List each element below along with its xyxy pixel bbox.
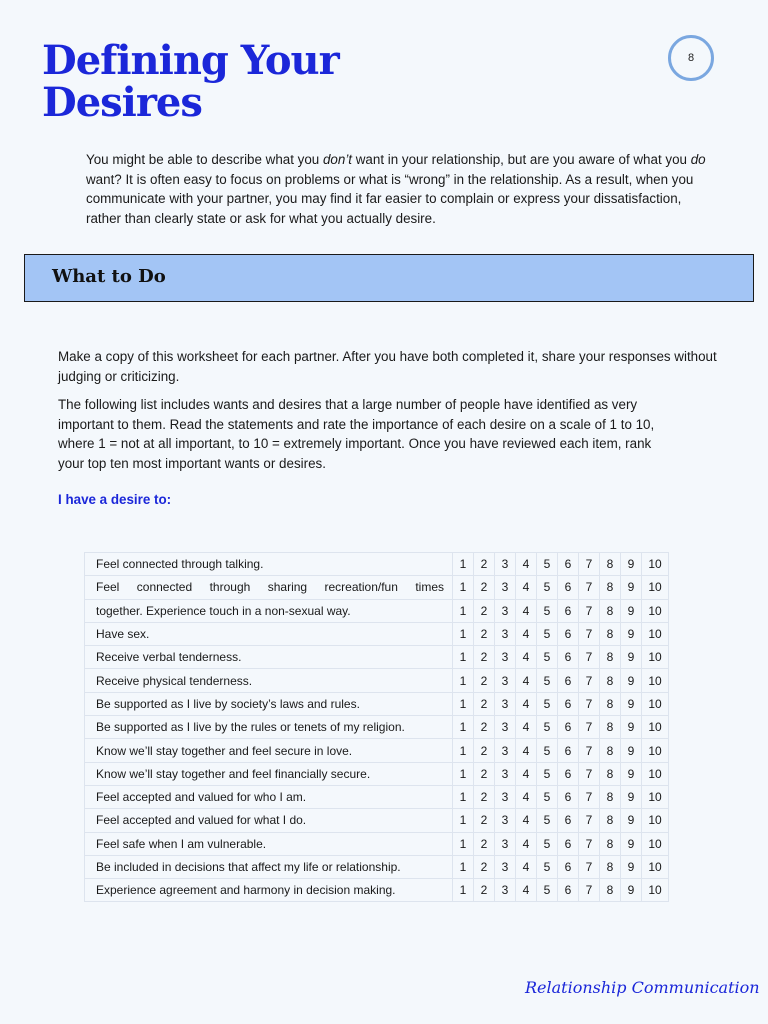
- rating-option-2[interactable]: 2: [474, 622, 495, 645]
- rating-option-7[interactable]: 7: [579, 879, 600, 902]
- rating-option-5[interactable]: 5: [537, 879, 558, 902]
- rating-option-9[interactable]: 9: [621, 646, 642, 669]
- rating-option-4[interactable]: 4: [516, 739, 537, 762]
- rating-option-3[interactable]: 3: [495, 646, 516, 669]
- rating-option-8[interactable]: 8: [600, 716, 621, 739]
- rating-option-8[interactable]: 8: [600, 762, 621, 785]
- rating-option-1[interactable]: 1: [453, 669, 474, 692]
- rating-option-2[interactable]: 2: [474, 553, 495, 576]
- rating-option-1[interactable]: 1: [453, 716, 474, 739]
- table-row: [85, 716, 669, 739]
- statement-cell: Feel accepted and valued for who I am.: [85, 785, 453, 808]
- rating-option-1[interactable]: 1: [453, 692, 474, 715]
- rating-option-4[interactable]: 4: [516, 716, 537, 739]
- rating-option-2[interactable]: 2: [474, 692, 495, 715]
- rating-option-3[interactable]: 3: [495, 599, 516, 622]
- table-row: [85, 622, 669, 645]
- rating-option-3[interactable]: 3: [495, 669, 516, 692]
- statement-cell: Feel accepted and valued for what I do.: [85, 809, 453, 832]
- rating-option-1[interactable]: 1: [453, 599, 474, 622]
- rating-option-3[interactable]: 3: [495, 692, 516, 715]
- statement-cell: Be supported as I live by society’s laws and rules.: [85, 692, 453, 715]
- rating-option-10[interactable]: 10: [642, 739, 669, 762]
- table-row: [85, 669, 669, 692]
- rating-option-3[interactable]: 3: [495, 716, 516, 739]
- rating-option-7[interactable]: 7: [579, 762, 600, 785]
- statement-cell: Receive verbal tenderness.: [85, 646, 453, 669]
- table-row: [85, 762, 669, 785]
- rating-option-5[interactable]: 5: [537, 739, 558, 762]
- rating-option-5[interactable]: 5: [537, 576, 558, 599]
- rating-option-2[interactable]: 2: [474, 669, 495, 692]
- rating-option-6[interactable]: 6: [558, 762, 579, 785]
- table-row: [85, 855, 669, 878]
- rating-option-7[interactable]: 7: [579, 785, 600, 808]
- rating-option-1[interactable]: 1: [453, 553, 474, 576]
- rating-option-3[interactable]: 3: [495, 832, 516, 855]
- rating-option-2[interactable]: 2: [474, 576, 495, 599]
- rating-option-10[interactable]: 10: [642, 879, 669, 902]
- what-to-do-banner: [24, 254, 754, 302]
- rating-option-6[interactable]: 6: [558, 832, 579, 855]
- rating-option-6[interactable]: 6: [558, 809, 579, 832]
- rating-option-3[interactable]: 3: [495, 809, 516, 832]
- rating-option-4[interactable]: 4: [516, 692, 537, 715]
- intro-paragraph: [86, 150, 716, 228]
- rating-option-5[interactable]: 5: [537, 809, 558, 832]
- rating-option-1[interactable]: 1: [453, 762, 474, 785]
- rating-option-1[interactable]: 1: [453, 622, 474, 645]
- rating-option-1[interactable]: 1: [453, 576, 474, 599]
- statement-cell: Feel connected through talking.: [85, 553, 453, 576]
- rating-option-6[interactable]: 6: [558, 879, 579, 902]
- rating-option-10[interactable]: 10: [642, 599, 669, 622]
- intro-text-3: want? It is often easy to focus on problems or what is “wrong” in the relationship. As a result, when you communicate with your partner, you may find it far easier to complain or express your dissatisfaction, rather than clearly state or ask for what you actually desire.: [86, 171, 694, 226]
- rating-option-2[interactable]: 2: [474, 785, 495, 808]
- table-row: [85, 809, 669, 832]
- table-row: [85, 785, 669, 808]
- intro-text-1: You might be able to describe what you: [86, 152, 323, 167]
- rating-option-5[interactable]: 5: [537, 669, 558, 692]
- rating-option-7[interactable]: 7: [579, 622, 600, 645]
- table-row: [85, 832, 669, 855]
- ratings-table: [84, 552, 669, 902]
- rating-option-1[interactable]: 1: [453, 785, 474, 808]
- rating-option-6[interactable]: 6: [558, 692, 579, 715]
- rating-option-7[interactable]: 7: [579, 646, 600, 669]
- rating-option-10[interactable]: 10: [642, 646, 669, 669]
- rating-option-5[interactable]: 5: [537, 646, 558, 669]
- statement-cell: Receive physical tenderness.: [85, 669, 453, 692]
- instructions-paragraph-2: The following list includes wants and desires that a large number of people have identified as very important to them. Read the statements and rate the importance of each desire on a scale of 1 to 10, where 1 = not at all important, to 10 = extremely important. Once you have reviewed each item, rank your top ten most important wants or desires.: [58, 397, 655, 471]
- rating-option-5[interactable]: 5: [537, 832, 558, 855]
- rating-option-9[interactable]: 9: [621, 553, 642, 576]
- rating-option-1[interactable]: 1: [453, 809, 474, 832]
- rating-option-5[interactable]: 5: [537, 622, 558, 645]
- rating-option-8[interactable]: 8: [600, 832, 621, 855]
- rating-option-10[interactable]: 10: [642, 855, 669, 878]
- rating-option-10[interactable]: 10: [642, 669, 669, 692]
- rating-option-10[interactable]: 10: [642, 785, 669, 808]
- rating-option-3[interactable]: 3: [495, 553, 516, 576]
- table-row: [85, 576, 669, 599]
- rating-option-5[interactable]: 5: [537, 692, 558, 715]
- rating-option-5[interactable]: 5: [537, 762, 558, 785]
- page-number: 8: [687, 52, 695, 64]
- rating-option-10[interactable]: 10: [642, 762, 669, 785]
- rating-option-9[interactable]: 9: [621, 785, 642, 808]
- rating-option-10[interactable]: 10: [642, 692, 669, 715]
- rating-option-3[interactable]: 3: [495, 855, 516, 878]
- rating-option-2[interactable]: 2: [474, 832, 495, 855]
- rating-option-2[interactable]: 2: [474, 879, 495, 902]
- table-row: [85, 599, 669, 622]
- rating-option-3[interactable]: 3: [495, 879, 516, 902]
- title-line-1: Defining Your: [42, 37, 339, 84]
- rating-option-10[interactable]: 10: [642, 716, 669, 739]
- rating-option-4[interactable]: 4: [516, 622, 537, 645]
- rating-option-4[interactable]: 4: [516, 762, 537, 785]
- ratings-table-body: [85, 553, 669, 902]
- rating-option-2[interactable]: 2: [474, 599, 495, 622]
- rating-option-9[interactable]: 9: [621, 716, 642, 739]
- rating-option-4[interactable]: 4: [516, 599, 537, 622]
- statement-cell: Be included in decisions that affect my life or relationship.: [85, 855, 453, 878]
- rating-option-9[interactable]: 9: [621, 622, 642, 645]
- rating-option-5[interactable]: 5: [537, 785, 558, 808]
- rating-option-4[interactable]: 4: [516, 832, 537, 855]
- rating-option-8[interactable]: 8: [600, 739, 621, 762]
- statement-cell: together. Experience touch in a non-sexual way.: [85, 599, 453, 622]
- rating-option-8[interactable]: 8: [600, 692, 621, 715]
- rating-option-7[interactable]: 7: [579, 832, 600, 855]
- footer-brand: Relationship Communication: [525, 978, 760, 997]
- rating-option-3[interactable]: 3: [495, 762, 516, 785]
- rating-option-8[interactable]: 8: [600, 622, 621, 645]
- rating-option-4[interactable]: 4: [516, 855, 537, 878]
- rating-option-1[interactable]: 1: [453, 832, 474, 855]
- rating-option-3[interactable]: 3: [495, 576, 516, 599]
- rating-option-7[interactable]: 7: [579, 599, 600, 622]
- rating-option-4[interactable]: 4: [516, 576, 537, 599]
- rating-option-9[interactable]: 9: [621, 692, 642, 715]
- rating-option-2[interactable]: 2: [474, 739, 495, 762]
- title-line-2: Desires: [42, 79, 202, 126]
- rating-option-6[interactable]: 6: [558, 716, 579, 739]
- rating-option-3[interactable]: 3: [495, 622, 516, 645]
- statement-cell: Feel safe when I am vulnerable.: [85, 832, 453, 855]
- rating-option-4[interactable]: 4: [516, 809, 537, 832]
- rating-option-5[interactable]: 5: [537, 553, 558, 576]
- rating-option-8[interactable]: 8: [600, 599, 621, 622]
- rating-option-9[interactable]: 9: [621, 855, 642, 878]
- rating-option-3[interactable]: 3: [495, 739, 516, 762]
- instructions-paragraph-1: Make a copy of this worksheet for each partner. After you have both completed it, share your responses without judging or criticizing.: [58, 349, 717, 384]
- rating-option-7[interactable]: 7: [579, 576, 600, 599]
- rating-option-8[interactable]: 8: [600, 646, 621, 669]
- page-number-badge: [668, 35, 714, 81]
- statement-cell: Feel connected through sharing recreation/fun times: [85, 576, 453, 599]
- rating-option-9[interactable]: 9: [621, 762, 642, 785]
- rating-option-7[interactable]: 7: [579, 553, 600, 576]
- rating-option-1[interactable]: 1: [453, 739, 474, 762]
- rating-option-6[interactable]: 6: [558, 599, 579, 622]
- table-row: [85, 646, 669, 669]
- page-title: [42, 37, 339, 126]
- statement-cell: Experience agreement and harmony in decision making.: [85, 879, 453, 902]
- rating-option-10[interactable]: 10: [642, 809, 669, 832]
- rating-option-6[interactable]: 6: [558, 646, 579, 669]
- rating-option-10[interactable]: 10: [642, 553, 669, 576]
- section-heading: What to Do: [52, 266, 166, 287]
- rating-option-6[interactable]: 6: [558, 855, 579, 878]
- statement-cell: Know we’ll stay together and feel secure in love.: [85, 739, 453, 762]
- rating-option-6[interactable]: 6: [558, 739, 579, 762]
- rating-option-9[interactable]: 9: [621, 739, 642, 762]
- rating-option-7[interactable]: 7: [579, 855, 600, 878]
- table-row: [85, 692, 669, 715]
- statement-cell: Know we’ll stay together and feel financially secure.: [85, 762, 453, 785]
- rating-option-10[interactable]: 10: [642, 622, 669, 645]
- rating-option-1[interactable]: 1: [453, 855, 474, 878]
- rating-option-8[interactable]: 8: [600, 576, 621, 599]
- rating-option-9[interactable]: 9: [621, 879, 642, 902]
- rating-option-6[interactable]: 6: [558, 785, 579, 808]
- rating-option-9[interactable]: 9: [621, 599, 642, 622]
- rating-option-6[interactable]: 6: [558, 576, 579, 599]
- rating-option-9[interactable]: 9: [621, 832, 642, 855]
- rating-option-7[interactable]: 7: [579, 716, 600, 739]
- rating-option-2[interactable]: 2: [474, 762, 495, 785]
- rating-option-4[interactable]: 4: [516, 553, 537, 576]
- rating-option-8[interactable]: 8: [600, 855, 621, 878]
- rating-option-6[interactable]: 6: [558, 669, 579, 692]
- rating-option-9[interactable]: 9: [621, 809, 642, 832]
- rating-option-10[interactable]: 10: [642, 576, 669, 599]
- rating-option-4[interactable]: 4: [516, 646, 537, 669]
- rating-option-6[interactable]: 6: [558, 622, 579, 645]
- rating-option-7[interactable]: 7: [579, 692, 600, 715]
- rating-option-8[interactable]: 8: [600, 669, 621, 692]
- intro-text-2: want in your relationship, but are you aware of what you: [352, 152, 691, 167]
- statement-cell: Be supported as I live by the rules or tenets of my religion.: [85, 716, 453, 739]
- rating-option-1[interactable]: 1: [453, 879, 474, 902]
- table-row: [85, 553, 669, 576]
- rating-option-7[interactable]: 7: [579, 809, 600, 832]
- rating-option-6[interactable]: 6: [558, 553, 579, 576]
- rating-option-4[interactable]: 4: [516, 785, 537, 808]
- rating-option-8[interactable]: 8: [600, 809, 621, 832]
- rating-option-2[interactable]: 2: [474, 646, 495, 669]
- rating-option-3[interactable]: 3: [495, 785, 516, 808]
- rating-option-8[interactable]: 8: [600, 553, 621, 576]
- table-row: [85, 739, 669, 762]
- rating-option-4[interactable]: 4: [516, 879, 537, 902]
- statement-cell: Have sex.: [85, 622, 453, 645]
- rating-option-8[interactable]: 8: [600, 785, 621, 808]
- rating-option-8[interactable]: 8: [600, 879, 621, 902]
- rating-option-1[interactable]: 1: [453, 646, 474, 669]
- intro-emphasis-do: do: [690, 152, 706, 167]
- rating-option-4[interactable]: 4: [516, 669, 537, 692]
- rating-option-10[interactable]: 10: [642, 832, 669, 855]
- table-row: [85, 879, 669, 902]
- rating-option-2[interactable]: 2: [474, 809, 495, 832]
- desire-heading: I have a desire to:: [58, 492, 172, 507]
- intro-emphasis-dont: don’t: [322, 152, 353, 167]
- rating-option-2[interactable]: 2: [474, 716, 495, 739]
- rating-option-9[interactable]: 9: [621, 576, 642, 599]
- rating-option-5[interactable]: 5: [537, 855, 558, 878]
- rating-option-9[interactable]: 9: [621, 669, 642, 692]
- rating-option-5[interactable]: 5: [537, 599, 558, 622]
- rating-option-7[interactable]: 7: [579, 739, 600, 762]
- rating-option-2[interactable]: 2: [474, 855, 495, 878]
- rating-option-7[interactable]: 7: [579, 669, 600, 692]
- rating-option-5[interactable]: 5: [537, 716, 558, 739]
